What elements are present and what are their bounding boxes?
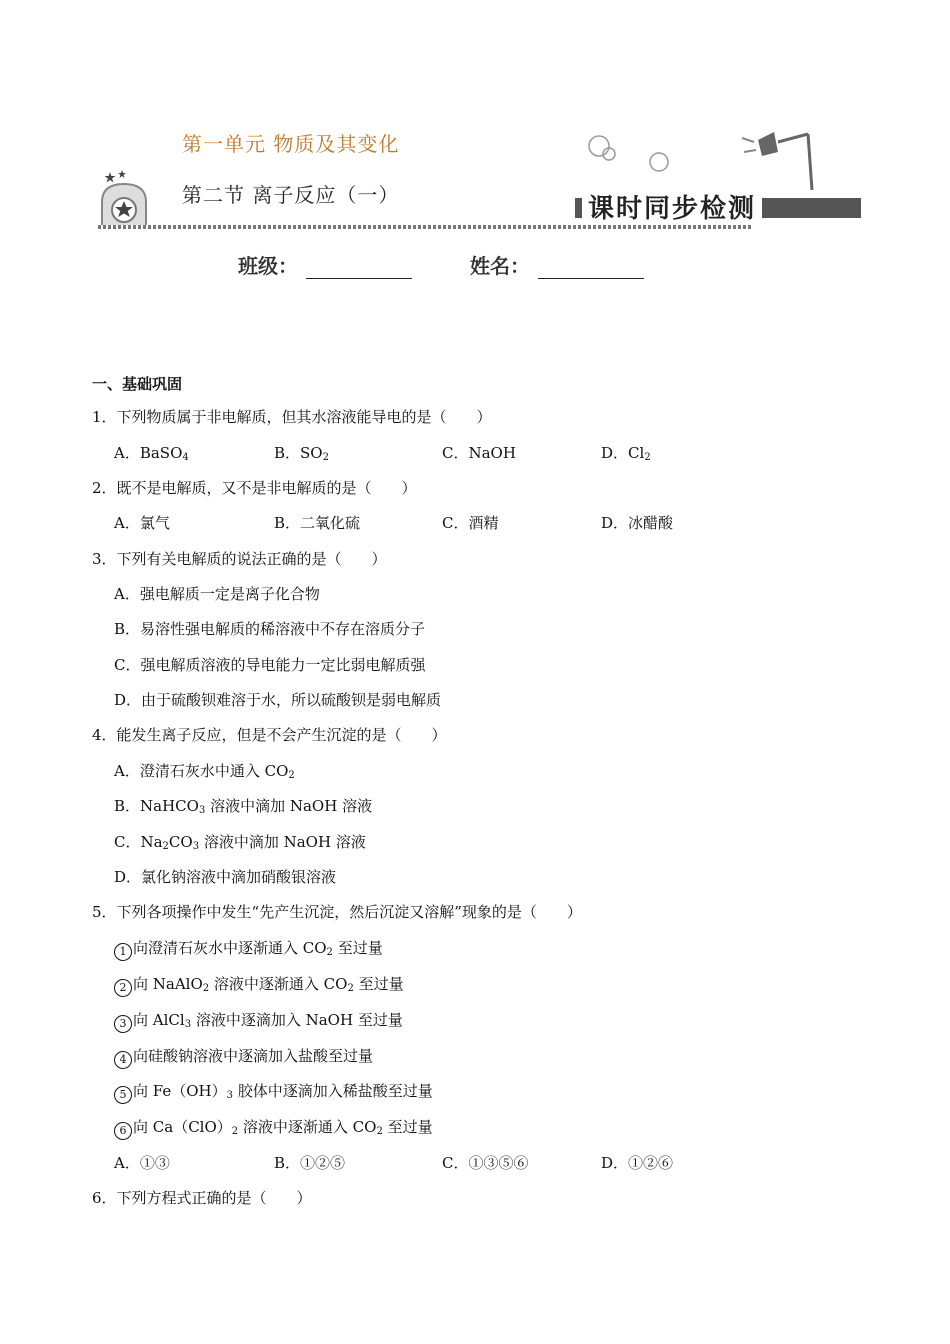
bubbles-decoration [585, 132, 675, 182]
section-heading: 一、基础巩固 [92, 375, 183, 393]
option-d: D．冰醋酸 [601, 514, 674, 532]
unit-title: 第一单元 物质及其变化 [182, 132, 400, 156]
option-c: C．$Na_2CO_3$ 溶液中滴加 NaOH 溶液 [114, 833, 366, 852]
list-item: 5 向 $Fe(OH)_3$ 胶体中逐滴加入稀盐酸至过量 [114, 1080, 433, 1104]
option-b: B．二氧化硫 [274, 514, 361, 532]
header-emblem [96, 170, 156, 230]
option-b: B．$SO_2$ [274, 444, 329, 463]
option-c: C．①③⑤⑥ [442, 1154, 529, 1172]
list-item: 1 向澄清石灰水中逐渐通入 $CO_2$ 至过量 [114, 937, 383, 961]
list-item: 4 向硅酸钠溶液中逐滴加入盐酸至过量 [114, 1045, 373, 1069]
brand-title: 课时同步检测 [582, 188, 762, 225]
list-item: 2 向 NaAlO$_2$ 溶液中逐渐通入 $CO_2$ 至过量 [114, 973, 404, 997]
option-c: C．NaOH [442, 444, 516, 462]
class-blank[interactable] [306, 260, 412, 279]
list-item: 3 向 AlCl$_3$ 溶液中逐滴加入 NaOH 至过量 [114, 1009, 403, 1033]
name-label: 姓名： [470, 254, 530, 278]
class-field [238, 250, 412, 279]
option-c: C．酒精 [442, 514, 499, 532]
option-a: A．①③ [114, 1154, 170, 1172]
name-field [470, 250, 644, 279]
question-stem: 5．下列各项操作中发生“先产生沉淀，然后沉淀又溶解”现象的是（ ） [92, 903, 582, 921]
option-a: A．澄清石灰水中通入 $CO_2$ [114, 762, 295, 781]
class-label: 班级： [238, 254, 298, 278]
option-c: C．强电解质溶液的导电能力一定比弱电解质强 [114, 656, 426, 674]
question-stem: 2．既不是电解质，又不是非电解质的是（ ） [92, 479, 417, 497]
question-stem: 3．下列有关电解质的说法正确的是（ ） [92, 550, 387, 568]
option-b: B．NaHCO$_3$ 溶液中滴加 NaOH 溶液 [114, 797, 373, 816]
option-d: D．氯化钠溶液中滴加硝酸银溶液 [114, 868, 337, 886]
star-icon [105, 172, 116, 183]
list-item: 6 向 $Ca(ClO)_2$ 溶液中逐渐通入 $CO_2$ 至过量 [114, 1116, 433, 1140]
option-d: D．由于硫酸钡难溶于水，所以硫酸钡是弱电解质 [114, 691, 442, 709]
name-blank[interactable] [538, 260, 644, 279]
option-b: B．易溶性强电解质的稀溶液中不存在溶质分子 [114, 620, 426, 638]
header-divider [98, 225, 753, 229]
option-d: D．$Cl_2$ [601, 444, 651, 463]
question-stem: 6．下列方程式正确的是（ ） [92, 1189, 312, 1207]
option-a: A．BaSO$_4$ [114, 444, 189, 463]
option-a: A．氯气 [114, 514, 170, 532]
star-icon [118, 170, 126, 178]
section-title: 第二节 离子反应（一） [182, 183, 400, 207]
question-stem: 1．下列物质属于非电解质，但其水溶液能导电的是（ ） [92, 408, 492, 426]
option-b: B．①②⑤ [274, 1154, 346, 1172]
option-d: D．①②⑥ [601, 1154, 674, 1172]
option-a: A．强电解质一定是离子化合物 [114, 585, 320, 603]
question-stem: 4．能发生离子反应，但是不会产生沉淀的是（ ） [92, 726, 447, 744]
